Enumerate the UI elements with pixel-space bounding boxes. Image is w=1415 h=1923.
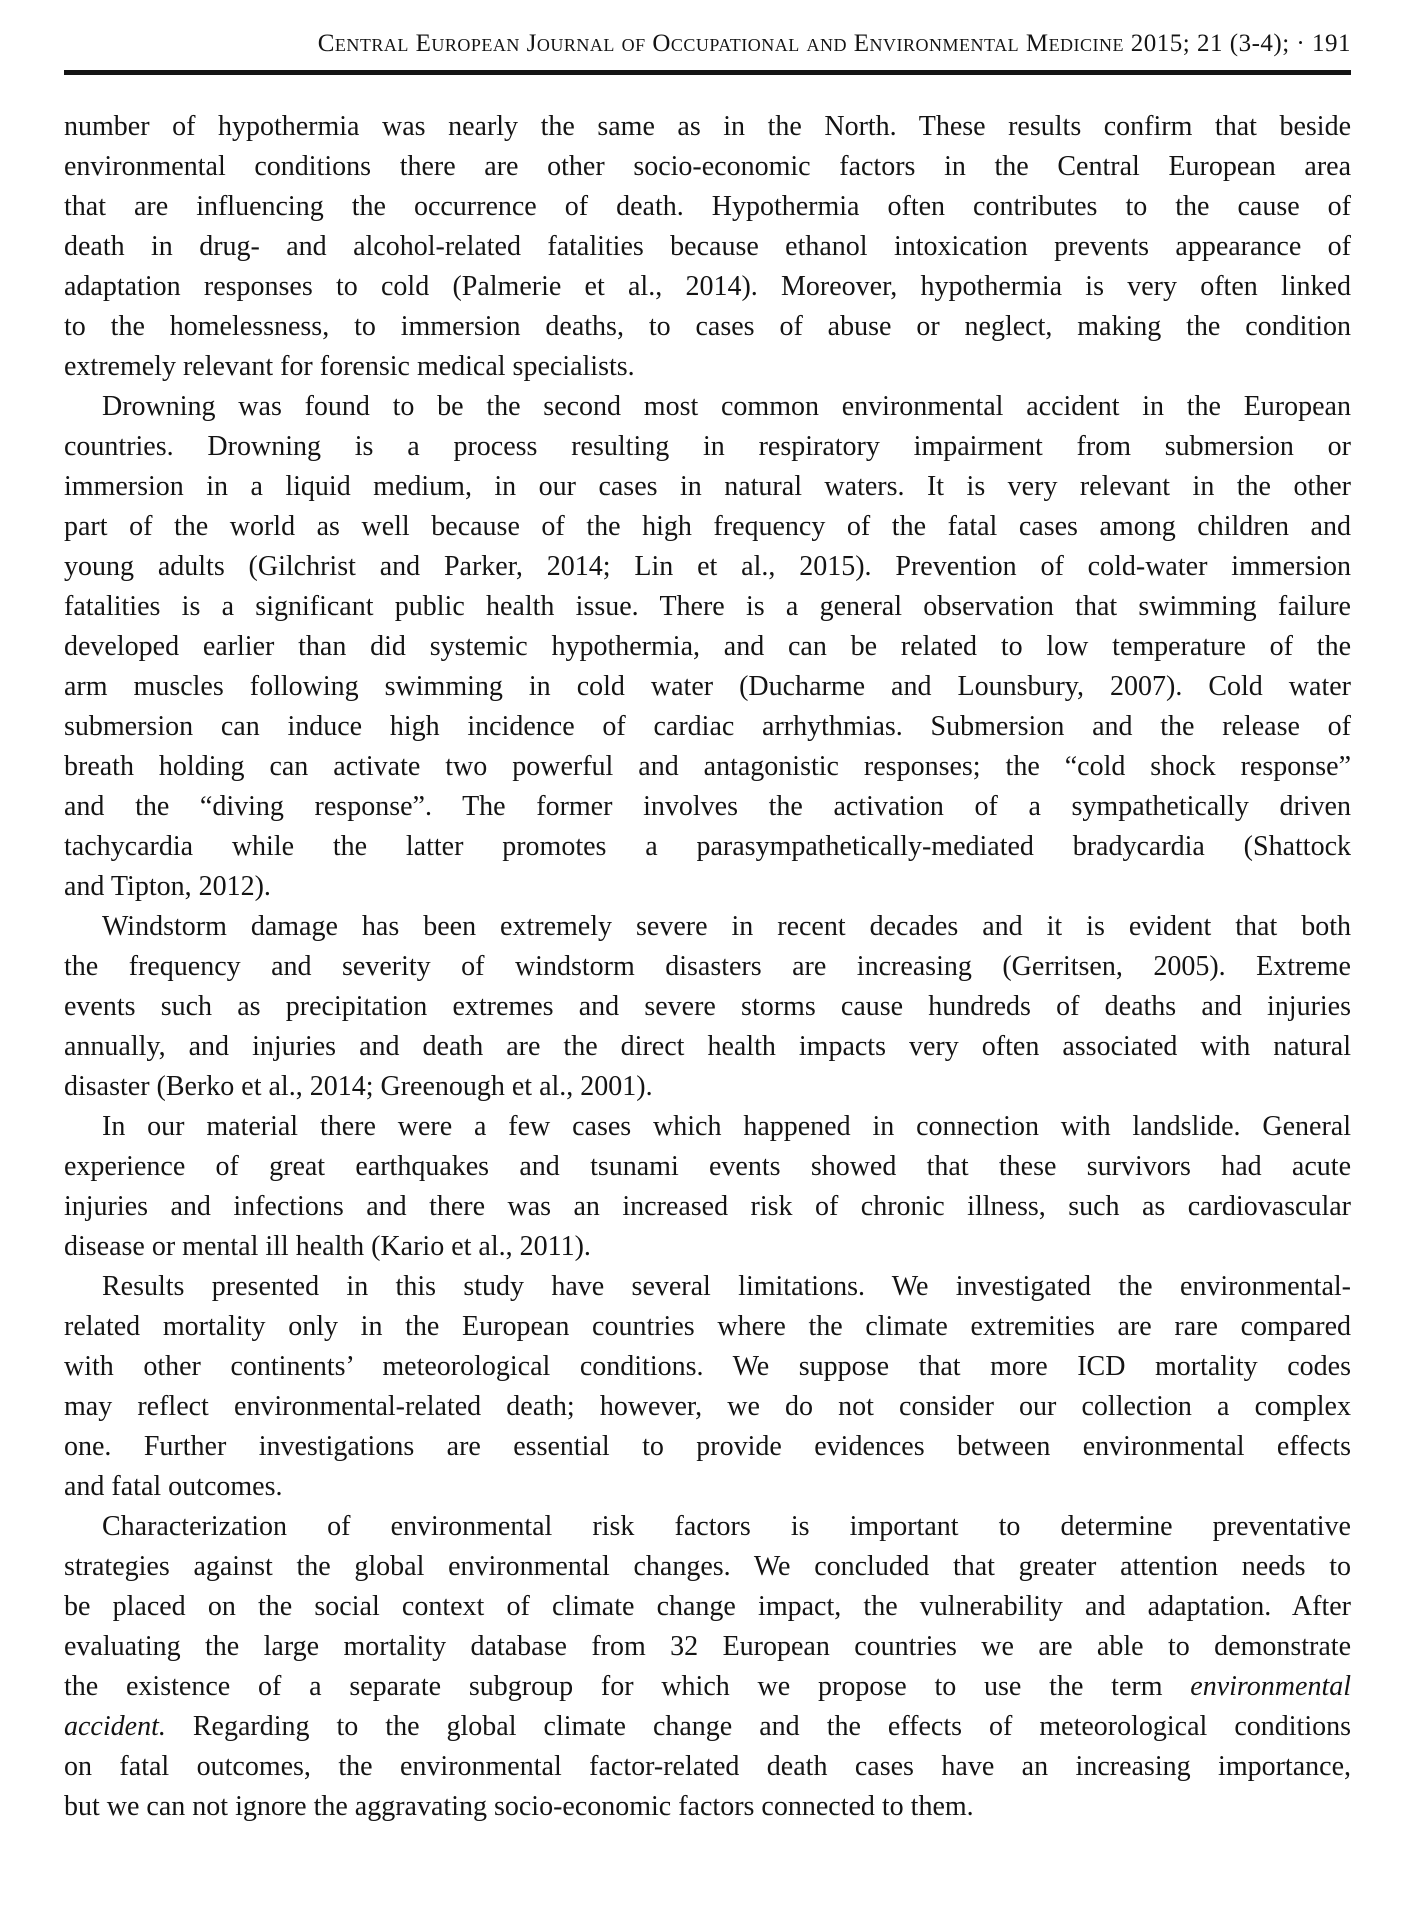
text-segment: part of the world as well because of the high frequency of the fatal cases among children and bbox=[64, 511, 1351, 542]
text-line bbox=[64, 1227, 1351, 1267]
text-line bbox=[64, 947, 1351, 987]
text-segment: tachycardia while the latter promotes a parasympathetically-mediated bradycardia (Shattock bbox=[64, 831, 1351, 862]
text-line bbox=[64, 267, 1351, 307]
text-segment: countries. Drowning is a process resulting in respiratory impairment from submersion or bbox=[64, 431, 1351, 462]
text-line bbox=[64, 1627, 1351, 1667]
text-segment: injuries and infections and there was an increased risk of chronic illness, such as cardiovascular bbox=[64, 1191, 1351, 1222]
text-segment: that are influencing the occurrence of death. Hypothermia often contributes to the cause of bbox=[64, 191, 1351, 222]
text-line bbox=[64, 667, 1351, 707]
text-segment: but we can not ignore the aggravating socio-economic factors connected to them. bbox=[64, 1791, 974, 1822]
text-line bbox=[64, 1067, 1351, 1107]
text-segment: arm muscles following swimming in cold water (Ducharme and Lounsbury, 2007). Cold water bbox=[64, 671, 1351, 702]
text-line bbox=[64, 907, 1351, 947]
text-segment: young adults (Gilchrist and Parker, 2014; Lin et al., 2015). Prevention of cold-water immersion bbox=[64, 551, 1351, 582]
text-line bbox=[64, 1347, 1351, 1387]
text-segment: adaptation responses to cold (Palmerie et al., 2014). Moreover, hypothermia is very often linked bbox=[64, 271, 1351, 302]
text-line bbox=[64, 347, 1351, 387]
text-segment: number of hypothermia was nearly the same as in the North. These results confirm that beside bbox=[64, 111, 1351, 142]
text-segment: extremely relevant for forensic medical specialists. bbox=[64, 351, 635, 382]
text-line bbox=[64, 387, 1351, 427]
page-header bbox=[64, 30, 1351, 75]
text-line bbox=[64, 747, 1351, 787]
paragraph bbox=[64, 107, 1351, 387]
text-segment: to the homelessness, to immersion deaths, to cases of abuse or neglect, making the condition bbox=[64, 311, 1351, 342]
text-segment: experience of great earthquakes and tsunami events showed that these survivors had acute bbox=[64, 1151, 1351, 1182]
text-segment: environmental bbox=[1190, 1671, 1351, 1702]
text-segment: Drowning was found to be the second most common environmental accident in the European bbox=[102, 391, 1351, 422]
text-segment: strategies against the global environmental changes. We concluded that greater attention needs to bbox=[64, 1551, 1351, 1582]
article-body bbox=[64, 107, 1351, 1827]
text-line bbox=[64, 1747, 1351, 1787]
text-segment: disaster (Berko et al., 2014; Greenough et al., 2001). bbox=[64, 1071, 653, 1102]
text-segment: on fatal outcomes, the environmental factor-related death cases have an increasing importance, bbox=[64, 1751, 1351, 1782]
text-line bbox=[64, 467, 1351, 507]
text-line bbox=[64, 427, 1351, 467]
text-line bbox=[64, 107, 1351, 147]
text-line bbox=[64, 187, 1351, 227]
text-line bbox=[64, 1667, 1351, 1707]
text-line bbox=[64, 627, 1351, 667]
text-line bbox=[64, 1707, 1351, 1747]
text-line bbox=[64, 147, 1351, 187]
text-line bbox=[64, 707, 1351, 747]
text-segment: death in drug- and alcohol-related fatalities because ethanol intoxication prevents appearance of bbox=[64, 231, 1351, 262]
text-line bbox=[64, 867, 1351, 907]
text-line bbox=[64, 1507, 1351, 1547]
text-segment: events such as precipitation extremes and severe storms cause hundreds of deaths and injuries bbox=[64, 991, 1351, 1022]
text-segment: Characterization of environmental risk factors is important to determine preventative bbox=[102, 1511, 1351, 1542]
paragraph bbox=[64, 387, 1351, 907]
text-segment: one. Further investigations are essential to provide evidences between environmental effects bbox=[64, 1431, 1351, 1462]
text-segment: annually, and injuries and death are the direct health impacts very often associated with natural bbox=[64, 1031, 1351, 1062]
text-line bbox=[64, 1467, 1351, 1507]
text-line bbox=[64, 1027, 1351, 1067]
text-segment: accident. bbox=[64, 1711, 166, 1742]
header-rule bbox=[64, 70, 1351, 75]
text-line bbox=[64, 227, 1351, 267]
text-line bbox=[64, 1307, 1351, 1347]
text-line bbox=[64, 987, 1351, 1027]
text-segment: developed earlier than did systemic hypothermia, and can be related to low temperature of the bbox=[64, 631, 1351, 662]
text-line bbox=[64, 547, 1351, 587]
text-line bbox=[64, 1147, 1351, 1187]
text-segment: breath holding can activate two powerful and antagonistic responses; the “cold shock response” bbox=[64, 751, 1351, 782]
text-line bbox=[64, 1547, 1351, 1587]
text-line bbox=[64, 307, 1351, 347]
journal-header-line: Central European Journal of Occupational and Environmental Medicine 2015; 21 (3-4); · 191 bbox=[317, 30, 1351, 57]
text-segment: Results presented in this study have several limitations. We investigated the environmental- bbox=[102, 1271, 1351, 1302]
text-line bbox=[64, 1587, 1351, 1627]
text-line bbox=[64, 507, 1351, 547]
text-segment: the frequency and severity of windstorm disasters are increasing (Gerritsen, 2005). Extreme bbox=[64, 951, 1351, 982]
text-line bbox=[64, 1267, 1351, 1307]
text-line bbox=[64, 1387, 1351, 1427]
text-segment: evaluating the large mortality database from 32 European countries we are able to demonstrate bbox=[64, 1631, 1351, 1662]
text-segment: fatalities is a significant public health issue. There is a general observation that swimming failure bbox=[64, 591, 1351, 622]
text-line bbox=[64, 1107, 1351, 1147]
text-segment: with other continents’ meteorological conditions. We suppose that more ICD mortality codes bbox=[64, 1351, 1351, 1382]
paragraph bbox=[64, 1267, 1351, 1507]
text-line bbox=[64, 1427, 1351, 1467]
text-line bbox=[64, 787, 1351, 827]
text-segment: Windstorm damage has been extremely severe in recent decades and it is evident that both bbox=[102, 911, 1351, 942]
text-segment: immersion in a liquid medium, in our cases in natural waters. It is very relevant in the other bbox=[64, 471, 1351, 502]
text-segment: be placed on the social context of climate change impact, the vulnerability and adaptation. After bbox=[64, 1591, 1351, 1622]
text-line bbox=[64, 1787, 1351, 1827]
text-segment: submersion can induce high incidence of cardiac arrhythmias. Submersion and the release of bbox=[64, 711, 1351, 742]
text-segment: and the “diving response”. The former involves the activation of a sympathetically driven bbox=[64, 791, 1351, 822]
text-segment: the existence of a separate subgroup for which we propose to use the term bbox=[64, 1671, 1191, 1702]
text-segment: In our material there were a few cases which happened in connection with landslide. General bbox=[102, 1111, 1351, 1142]
paragraph bbox=[64, 1107, 1351, 1267]
text-segment: Regarding to the global climate change and the effects of meteorological conditions bbox=[165, 1711, 1351, 1742]
paragraph bbox=[64, 1507, 1351, 1827]
text-segment: related mortality only in the European countries where the climate extremities are rare compared bbox=[64, 1311, 1351, 1342]
text-segment: disease or mental ill health (Kario et al., 2011). bbox=[64, 1231, 591, 1262]
paragraph bbox=[64, 907, 1351, 1107]
text-segment: and fatal outcomes. bbox=[64, 1471, 283, 1502]
text-segment: may reflect environmental-related death; however, we do not consider our collection a complex bbox=[64, 1391, 1351, 1422]
text-segment: and Tipton, 2012). bbox=[64, 871, 271, 902]
text-line bbox=[64, 587, 1351, 627]
text-line bbox=[64, 1187, 1351, 1227]
text-segment: environmental conditions there are other socio-economic factors in the Central European area bbox=[64, 151, 1351, 182]
text-line bbox=[64, 827, 1351, 867]
